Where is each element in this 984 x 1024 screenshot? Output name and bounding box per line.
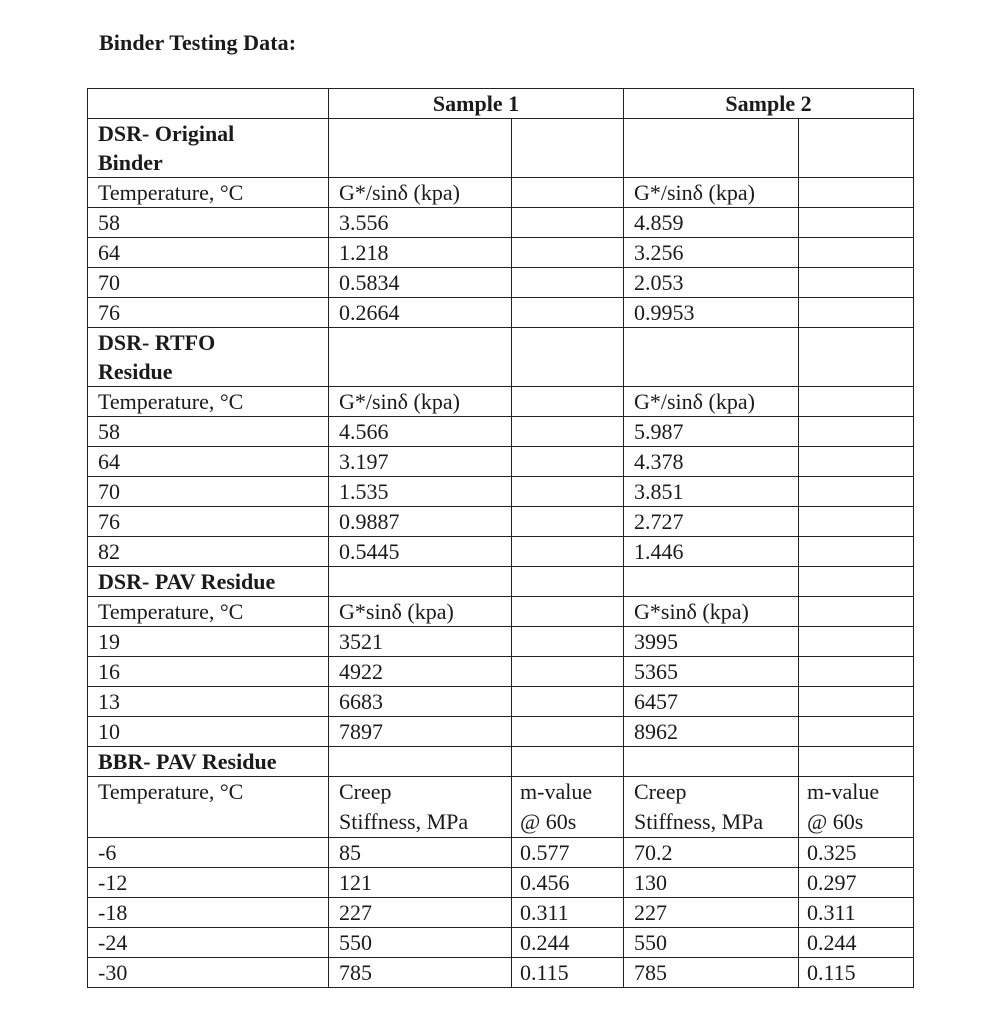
sample1-creep-value: 85 — [329, 838, 512, 868]
sample2-mvalue-value: 0.325 — [799, 838, 914, 868]
sample2-value: 5.987 — [624, 417, 799, 447]
sample1-value: 1.535 — [329, 477, 512, 507]
sample1-value: 4922 — [329, 657, 512, 687]
temperature-cell: 64 — [88, 238, 329, 268]
temperature-cell: 64 — [88, 447, 329, 477]
temperature-label: Temperature, °C — [88, 178, 329, 208]
sample2-header: Sample 2 — [624, 89, 914, 119]
sample1-mvalue-value: 0.311 — [512, 898, 624, 928]
sample1-value: 3.556 — [329, 208, 512, 238]
sample1-creep-value: 785 — [329, 958, 512, 988]
sample1-header: Sample 1 — [329, 89, 624, 119]
temperature-cell: 13 — [88, 687, 329, 717]
sample2-value: 8962 — [624, 717, 799, 747]
sample2-mvalue-value: 0.115 — [799, 958, 914, 988]
sample1-column-label: G*/sinδ (kpa) — [329, 178, 512, 208]
temperature-label: Temperature, °C — [88, 387, 329, 417]
sample2-creep-value: 550 — [624, 928, 799, 958]
temperature-cell: -24 — [88, 928, 329, 958]
sample2-value: 3.256 — [624, 238, 799, 268]
sample2-value: 5365 — [624, 657, 799, 687]
table-row — [88, 928, 914, 958]
sample1-creep-value: 550 — [329, 928, 512, 958]
sample1-value: 3.197 — [329, 447, 512, 477]
sample1-mvalue-label: m-value @ 60s — [512, 777, 624, 838]
table-row — [88, 537, 914, 567]
temperature-label: Temperature, °C — [88, 777, 329, 838]
sample2-value: 1.446 — [624, 537, 799, 567]
table-row — [88, 627, 914, 657]
table-row — [88, 717, 914, 747]
table-row — [88, 208, 914, 238]
sample2-mvalue-value: 0.297 — [799, 868, 914, 898]
temperature-cell: 10 — [88, 717, 329, 747]
header-row — [88, 89, 914, 119]
sample1-mvalue-value: 0.577 — [512, 838, 624, 868]
header-empty-cell — [88, 89, 329, 119]
table-row — [88, 687, 914, 717]
sample1-mvalue-value: 0.244 — [512, 928, 624, 958]
sample1-value: 0.2664 — [329, 298, 512, 328]
temperature-label: Temperature, °C — [88, 597, 329, 627]
sample2-column-label: G*sinδ (kpa) — [624, 597, 799, 627]
sample2-value: 3.851 — [624, 477, 799, 507]
sample2-column-label: G*/sinδ (kpa) — [624, 178, 799, 208]
table-row — [88, 898, 914, 928]
temperature-cell: -12 — [88, 868, 329, 898]
sample2-creep-value: 227 — [624, 898, 799, 928]
table-row — [88, 838, 914, 868]
section-label-dsr-rtfo: DSR- RTFO Residue — [88, 328, 329, 387]
sample2-column-label: G*/sinδ (kpa) — [624, 387, 799, 417]
sample1-column-label: G*sinδ (kpa) — [329, 597, 512, 627]
temperature-cell: 58 — [88, 208, 329, 238]
sample2-value: 4.859 — [624, 208, 799, 238]
temperature-cell: -18 — [88, 898, 329, 928]
sample1-value: 0.5834 — [329, 268, 512, 298]
table-row — [88, 447, 914, 477]
table-row — [88, 958, 914, 988]
table-row — [88, 298, 914, 328]
table-row — [88, 477, 914, 507]
sample2-mvalue-value: 0.244 — [799, 928, 914, 958]
sample2-value: 4.378 — [624, 447, 799, 477]
temperature-cell: 70 — [88, 477, 329, 507]
section-row — [88, 747, 914, 777]
section-label-dsr-original: DSR- Original Binder — [88, 119, 329, 178]
sample2-mvalue-value: 0.311 — [799, 898, 914, 928]
sample1-creep-value: 227 — [329, 898, 512, 928]
temperature-cell: 16 — [88, 657, 329, 687]
sample2-mvalue-label: m-value @ 60s — [799, 777, 914, 838]
sample2-creep-value: 785 — [624, 958, 799, 988]
sample1-value: 3521 — [329, 627, 512, 657]
temperature-cell: 19 — [88, 627, 329, 657]
sample1-mvalue-value: 0.456 — [512, 868, 624, 898]
sample1-value: 7897 — [329, 717, 512, 747]
sample1-creep-label: Creep Stiffness, MPa — [329, 777, 512, 838]
temperature-cell: -30 — [88, 958, 329, 988]
sample1-value: 4.566 — [329, 417, 512, 447]
table-row — [88, 268, 914, 298]
sample2-value: 3995 — [624, 627, 799, 657]
sample1-value: 0.5445 — [329, 537, 512, 567]
sample2-creep-value: 130 — [624, 868, 799, 898]
section-label-bbr-pav: BBR- PAV Residue — [88, 747, 329, 777]
section-row — [88, 119, 914, 178]
sample1-mvalue-value: 0.115 — [512, 958, 624, 988]
temperature-cell: 76 — [88, 298, 329, 328]
column-label-row — [88, 777, 914, 838]
sample2-value: 6457 — [624, 687, 799, 717]
temperature-cell: -6 — [88, 838, 329, 868]
table-row — [88, 868, 914, 898]
sample1-value: 1.218 — [329, 238, 512, 268]
sample2-value: 0.9953 — [624, 298, 799, 328]
table-row — [88, 238, 914, 268]
section-row — [88, 567, 914, 597]
temperature-cell: 76 — [88, 507, 329, 537]
sample1-column-label: G*/sinδ (kpa) — [329, 387, 512, 417]
table-row — [88, 417, 914, 447]
column-label-row — [88, 597, 914, 627]
column-label-row — [88, 387, 914, 417]
temperature-cell: 58 — [88, 417, 329, 447]
temperature-cell: 70 — [88, 268, 329, 298]
sample1-value: 0.9887 — [329, 507, 512, 537]
binder-testing-table — [87, 88, 914, 988]
document-title: Binder Testing Data: — [99, 30, 297, 55]
sample2-value: 2.727 — [624, 507, 799, 537]
sample2-value: 2.053 — [624, 268, 799, 298]
section-label-dsr-pav: DSR- PAV Residue — [88, 567, 329, 597]
sample2-creep-value: 70.2 — [624, 838, 799, 868]
column-label-row — [88, 178, 914, 208]
sample2-creep-label: Creep Stiffness, MPa — [624, 777, 799, 838]
table-row — [88, 657, 914, 687]
section-row — [88, 328, 914, 387]
sample1-creep-value: 121 — [329, 868, 512, 898]
temperature-cell: 82 — [88, 537, 329, 567]
sample1-value: 6683 — [329, 687, 512, 717]
table-row — [88, 507, 914, 537]
